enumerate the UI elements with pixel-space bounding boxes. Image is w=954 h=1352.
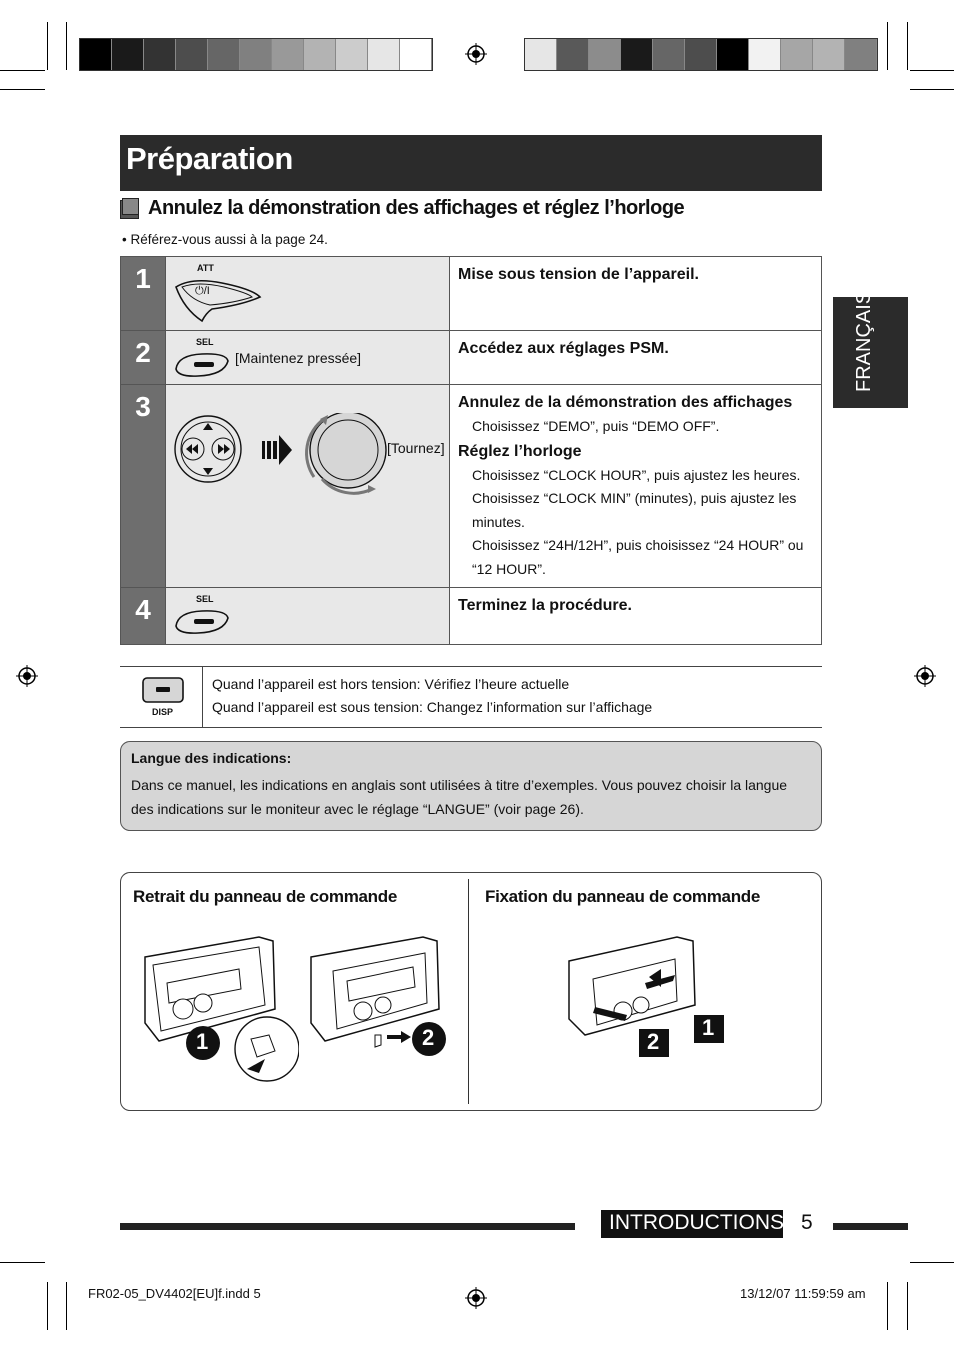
sel-button-label: SEL (196, 594, 214, 604)
step-row (121, 331, 822, 385)
steps-table (120, 256, 822, 645)
step-marker-label: 2 (647, 1029, 660, 1054)
crop-mark (66, 1282, 67, 1330)
color-swatch (400, 39, 432, 70)
color-swatch (589, 39, 621, 70)
disp-description (212, 673, 652, 719)
language-note-body: Dans ce manuel, les indications en anglais sont utilisées à titre d’exemples. Vous pouvez choisir la langue des indications sur le moniteur avec le réglage “LANGUE” (voir page 26). (131, 777, 788, 817)
step-illustration (166, 331, 450, 385)
language-tab (833, 290, 908, 408)
color-swatch (749, 39, 781, 70)
language-note-box (120, 741, 822, 831)
step-instruction (450, 257, 822, 331)
crop-mark (0, 89, 45, 90)
page-number: 5 (801, 1211, 813, 1234)
control-panel-box (120, 872, 822, 1111)
step-number-cell (121, 385, 166, 588)
step-number: 4 (135, 594, 151, 625)
crop-mark (887, 22, 888, 70)
color-swatch (685, 39, 717, 70)
disp-button-label: DISP (152, 707, 174, 717)
panel-removal-heading: Retrait du panneau de commande (133, 887, 397, 906)
step-subheading: Réglez l’horloge (458, 443, 582, 460)
color-swatch (813, 39, 845, 70)
step-line: Choisissez “CLOCK HOUR”, puis ajustez les heures. (472, 466, 801, 483)
sel-button-icon (172, 349, 232, 379)
action-note: [Tournez] (387, 440, 445, 456)
panel-attach-heading: Fixation du panneau de commande (485, 887, 761, 906)
color-swatch (272, 39, 304, 70)
cursor-pad-icon (175, 416, 241, 482)
step-instruction (450, 331, 822, 385)
page-title: Préparation (126, 141, 293, 176)
step-instruction-text: Terminez la procédure. (458, 597, 632, 614)
step-row (121, 257, 822, 331)
registration-mark-icon (914, 665, 936, 687)
color-swatch (653, 39, 685, 70)
section-heading: Annulez la démonstration des affichages et réglez l’horloge (148, 197, 685, 219)
disp-line: Quand l’appareil est sous tension: Changez l’information sur l’affichage (212, 699, 653, 715)
step-row (121, 588, 822, 645)
color-swatch (368, 39, 400, 70)
crop-mark (0, 1262, 45, 1263)
step-number: 1 (135, 263, 151, 294)
reference-note: • Référez-vous aussi à la page 24. (122, 232, 328, 247)
step-number-cell (121, 257, 166, 331)
crop-mark (47, 1282, 48, 1330)
step-instruction (450, 588, 822, 645)
section-bullet-icon (122, 198, 139, 215)
registration-mark-icon (465, 1287, 487, 1309)
color-swatch (144, 39, 176, 70)
crop-mark (910, 89, 954, 90)
disp-line: Quand l’appareil est hors tension: Vérifiez l’heure actuelle (212, 676, 570, 692)
step-number: 3 (135, 391, 151, 422)
page-title-bar (120, 135, 822, 191)
disp-button-icon (141, 676, 185, 704)
crop-mark (47, 22, 48, 70)
step-illustration (166, 385, 450, 588)
disp-button-cell (120, 667, 203, 727)
power-att-button-icon (172, 275, 264, 323)
date-info: 13/12/07 11:59:59 am (740, 1286, 866, 1301)
crop-mark (910, 70, 954, 71)
step-instruction-text: Accédez aux réglages PSM. (458, 340, 669, 357)
color-swatch (557, 39, 589, 70)
action-note: [Maintenez pressée] (235, 350, 362, 366)
step-marker-label: 1 (702, 1015, 715, 1040)
section-badge-label: INTRODUCTIONS (609, 1211, 784, 1234)
crop-mark (0, 70, 45, 71)
color-swatch (336, 39, 368, 70)
step-number-cell (121, 588, 166, 645)
color-swatch-strip-left (79, 38, 433, 71)
color-swatch (176, 39, 208, 70)
step-line: Choisissez “DEMO”, puis “DEMO OFF”. (472, 417, 720, 434)
rotary-knob-icon (307, 413, 386, 493)
sel-button-icon (172, 606, 232, 636)
color-swatch (240, 39, 272, 70)
color-swatch (621, 39, 653, 70)
color-swatch (525, 39, 557, 70)
step-line: Choisissez “CLOCK MIN” (minutes), puis ajustez les (472, 490, 797, 506)
color-swatch (304, 39, 336, 70)
step-illustration (166, 588, 450, 645)
disp-info-box (120, 666, 822, 728)
color-swatch (112, 39, 144, 70)
control-dial-illustration (172, 413, 444, 523)
footer-rule (120, 1223, 575, 1230)
step-line: Choisissez “24H/12H”, puis choisissez “24 HOUR” ou (472, 537, 804, 553)
crop-mark (910, 1262, 954, 1263)
step-subheading: Annulez de la démonstration des affichages (458, 394, 793, 411)
color-swatch-strip-right (524, 38, 878, 71)
panel-divider (468, 879, 469, 1104)
crop-mark (907, 22, 908, 70)
crop-mark (66, 22, 67, 70)
language-note-heading: Langue des indications: (131, 750, 292, 766)
file-info: FR02-05_DV4402[EU]f.indd 5 (88, 1286, 261, 1301)
footer-rule (833, 1223, 908, 1230)
color-swatch (208, 39, 240, 70)
att-button-label: ATT (197, 263, 214, 273)
crop-mark (907, 1282, 908, 1330)
step-marker-label: 1 (196, 1029, 209, 1054)
color-swatch (781, 39, 813, 70)
sel-button-label: SEL (196, 337, 214, 347)
color-swatch (717, 39, 749, 70)
panel-attach-illustration (565, 931, 705, 1041)
step-row (121, 385, 822, 588)
color-swatch (80, 39, 112, 70)
language-tab-label: FRANÇAIS (853, 290, 875, 392)
right-arrow-icon (262, 435, 292, 465)
step-line: “12 HOUR”. (472, 560, 546, 577)
step-marker-label: 2 (422, 1025, 435, 1050)
step-number-cell (121, 331, 166, 385)
color-swatch (845, 39, 877, 70)
step-instruction-text: Mise sous tension de l’appareil. (458, 266, 699, 283)
step-illustration (166, 257, 450, 331)
crop-mark (887, 1282, 888, 1330)
section-badge (601, 1210, 783, 1238)
step-line: minutes. (472, 513, 525, 530)
registration-mark-icon (465, 43, 487, 65)
step-number: 2 (135, 337, 151, 368)
power-symbol-label: ⏻/I (195, 285, 210, 297)
step-instruction (450, 385, 822, 588)
registration-mark-icon (16, 665, 38, 687)
